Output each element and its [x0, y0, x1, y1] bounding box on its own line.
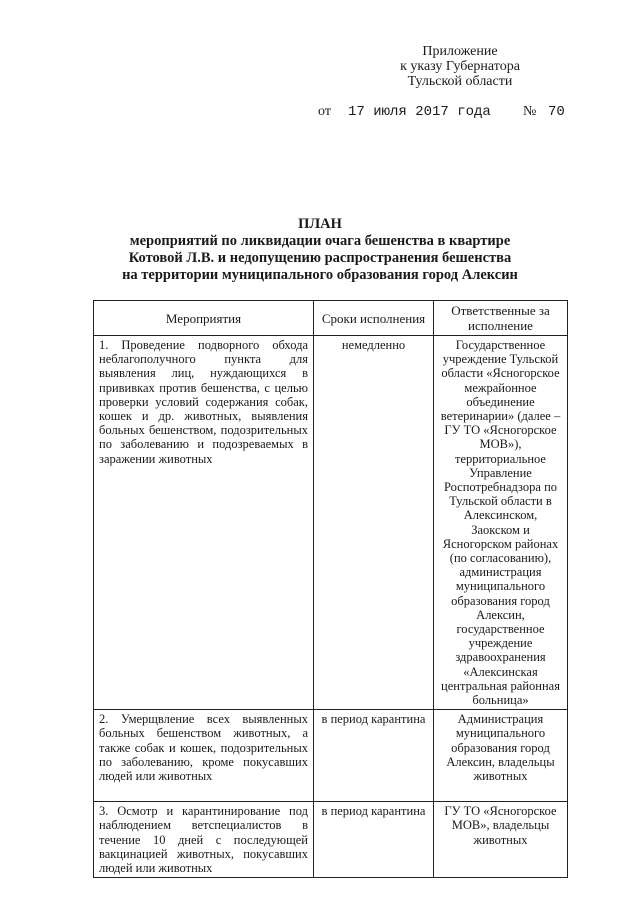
title-line-4: на территории муниципального образования город Алексин: [122, 267, 518, 283]
row-2-responsible: Администрация муниципального образования город Алексин, владельцы животных: [434, 710, 568, 802]
row-1-measure: 1. Проведение подворного обхода неблагополучного пункта для выявления лиц, нуждающихся в прививках против бешенства, с целью проверки условий содержания собак, кошек и др. животных, выявления больных бешенством, подозрительных по заболеванию и подозреваемых в заражении животных: [94, 336, 314, 710]
title-line-3: Котовой Л.В. и недопущению распространения бешенства: [128, 250, 512, 266]
row-1-deadline: немедленно: [314, 336, 434, 710]
table-header-row: [94, 301, 568, 336]
title-line-2: мероприятий по ликвидации очага бешенства в квартире: [129, 233, 511, 249]
header-deadlines: Сроки исполнения: [314, 301, 434, 336]
row-1-responsible: Государственное учреждение Тульской области «Ясногорское межрайонное объединение ветеринарии» (далее – ГУ ТО «Ясногорское МОВ»), территориальное Управление Роспотребнадзора по Тульской области в Алексинском, Заокском и Ясногорском районах (по согласованию), администрация муниципального образования город Алексин, государственное учреждение здравоохранения «Алексинская центральная районная больница»: [434, 336, 568, 710]
appendix-header: [360, 44, 560, 89]
row-3-responsible: ГУ ТО «Ясногорское МОВ», владельцы животных: [434, 802, 568, 878]
header-responsible-line-1: Ответственные за: [451, 303, 550, 318]
row-2-deadline: в период карантина: [314, 710, 434, 802]
plan-table: [93, 300, 568, 878]
header-measures: Мероприятия: [94, 301, 314, 336]
decree-date-number: [318, 104, 578, 122]
decree-date-prefix: от: [318, 104, 331, 119]
document-title: [40, 216, 600, 284]
decree-date: 17 июля 2017 года: [348, 104, 491, 120]
appendix-line-2: к указу Губернатора: [400, 59, 520, 74]
header-responsible-line-2: исполнение: [468, 318, 533, 333]
title-line-1: ПЛАН: [298, 216, 342, 232]
row-2-measure: 2. Умерщвление всех выявленных больных бешенством животных, а также собак и кошек, подозрительных по заболеванию, кроме покусавших людей или животных: [94, 710, 314, 802]
appendix-line-1: Приложение: [422, 44, 498, 59]
table-row: [94, 802, 568, 878]
appendix-line-3: Тульской области: [407, 74, 513, 89]
table-row: [94, 710, 568, 802]
table-row: [94, 336, 568, 710]
row-3-deadline: в период карантина: [314, 802, 434, 878]
decree-number: 70: [548, 104, 565, 120]
header-responsible: [434, 301, 568, 336]
decree-number-label: №: [523, 104, 537, 119]
row-3-measure: 3. Осмотр и карантинирование под наблюдением ветспециалистов в течение 10 дней с последующей вакцинацией животных, покусавших людей или животных: [94, 802, 314, 878]
